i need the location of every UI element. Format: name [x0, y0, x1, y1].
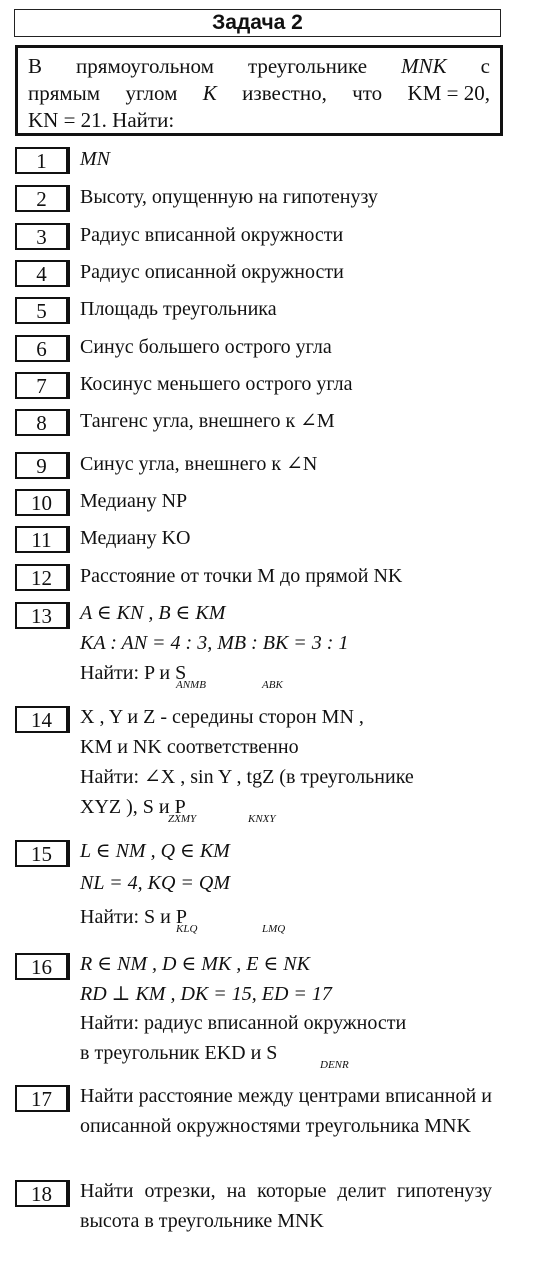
- divider: [68, 223, 70, 250]
- item-number: 14: [15, 706, 68, 733]
- statement-line-3: KN = 21. Найти:: [28, 108, 175, 132]
- item-number: 5: [15, 297, 68, 324]
- item-line: в треугольник EKD и S: [80, 1042, 278, 1064]
- item-number: 15: [15, 840, 68, 867]
- item-text: Площадь треугольника: [80, 298, 277, 320]
- item-number: 6: [15, 335, 68, 362]
- subscript: DENR: [320, 1059, 349, 1071]
- item-text: Медиану KO: [80, 527, 191, 549]
- statement-line-1: [28, 53, 490, 80]
- statement-word: K: [202, 81, 217, 105]
- divider: [68, 1180, 70, 1207]
- statement-word: В: [28, 54, 43, 78]
- subscript: KNXY: [248, 813, 276, 825]
- subscript: ABK: [262, 679, 283, 691]
- item-number: 18: [15, 1180, 68, 1207]
- item-line-text: Найти: P и S: [80, 662, 187, 684]
- item-text: Синус большего острого угла: [80, 336, 332, 358]
- item-text: Найти отрезки, на которые делит гипотенузу высота в треугольнике MNK: [80, 1180, 492, 1232]
- item-line: RD ⊥ KM , DK = 15, ED = 17: [80, 983, 332, 1005]
- subscript: ANMB: [176, 679, 206, 691]
- item-number: 2: [15, 185, 68, 212]
- item-number: 8: [15, 409, 68, 436]
- item-number: 4: [15, 260, 68, 287]
- item-number: 12: [15, 564, 68, 591]
- item-number: 17: [15, 1085, 68, 1112]
- item-text: Высоту, опущенную на гипотенузу: [80, 186, 378, 208]
- item-line: L ∈ NM , Q ∈ KM: [80, 840, 230, 862]
- item-text: Медиану NP: [80, 490, 188, 512]
- divider: [68, 335, 70, 362]
- divider: [68, 1085, 70, 1112]
- divider: [68, 706, 70, 733]
- item-line: R ∈ NM , D ∈ MK , E ∈ NK: [80, 953, 310, 975]
- divider: [68, 372, 70, 399]
- subscript: LMQ: [262, 923, 286, 935]
- item-line: [80, 658, 492, 688]
- divider: [68, 840, 70, 867]
- item-text: Синус угла, внешнего к ∠N: [80, 453, 318, 475]
- statement-word: с: [480, 54, 490, 78]
- item-number: 16: [15, 953, 68, 980]
- divider: [68, 526, 70, 553]
- statement-word: что: [352, 81, 383, 105]
- statement-word: прямым: [28, 81, 101, 105]
- problem-statement: [15, 45, 503, 136]
- subscript: KLQ: [176, 923, 198, 935]
- item-text: Тангенс угла, внешнего к ∠M: [80, 410, 335, 432]
- item-text: Найти расстояние между центрами вписанной и описанной окружностями треугольника MNK: [80, 1085, 492, 1137]
- divider: [68, 564, 70, 591]
- divider: [68, 602, 70, 629]
- item-line: A ∈ KN , B ∈ KM: [80, 602, 226, 624]
- item-text: Радиус описанной окружности: [80, 261, 344, 283]
- divider: [68, 489, 70, 516]
- item-number: 7: [15, 372, 68, 399]
- statement-word: углом: [125, 81, 178, 105]
- item-text: Косинус меньшего острого угла: [80, 373, 353, 395]
- statement-word: KM = 20,: [407, 81, 490, 105]
- statement-word: треугольнике: [247, 54, 368, 78]
- divider: [68, 297, 70, 324]
- divider: [68, 185, 70, 212]
- statement-word: MNK: [401, 54, 447, 78]
- statement-line-2: [28, 80, 490, 107]
- divider: [68, 260, 70, 287]
- page-title: Задача 2: [14, 9, 501, 37]
- item-line: X , Y и Z - середины сторон MN ,: [80, 706, 364, 728]
- item-number: 1: [15, 147, 68, 174]
- item-line: KM и NK соответственно: [80, 736, 299, 758]
- item-text: MN: [80, 148, 110, 170]
- item-text: Расстояние от точки M до прямой NK: [80, 565, 403, 587]
- item-text: Радиус вписанной окружности: [80, 224, 344, 246]
- divider: [68, 953, 70, 980]
- item-line: XYZ ), S и P: [80, 796, 186, 818]
- divider: [68, 409, 70, 436]
- item-number: 10: [15, 489, 68, 516]
- statement-word: прямоугольном: [76, 54, 214, 78]
- item-line: KA : AN = 4 : 3, MB : BK = 3 : 1: [80, 632, 349, 654]
- item-number: 11: [15, 526, 68, 553]
- item-line: Найти: радиус вписанной окружности: [80, 1012, 407, 1034]
- divider: [68, 147, 70, 174]
- item-number: 9: [15, 452, 68, 479]
- item-number: 13: [15, 602, 68, 629]
- item-number: 3: [15, 223, 68, 250]
- item-line: Найти: ∠X , sin Y , tgZ (в треугольнике: [80, 766, 414, 788]
- item-line: NL = 4, KQ = QM: [80, 872, 230, 894]
- statement-word: известно,: [242, 81, 327, 105]
- divider: [68, 452, 70, 479]
- item-line: Найти: S и P: [80, 906, 187, 928]
- subscript: ZXMY: [168, 813, 197, 825]
